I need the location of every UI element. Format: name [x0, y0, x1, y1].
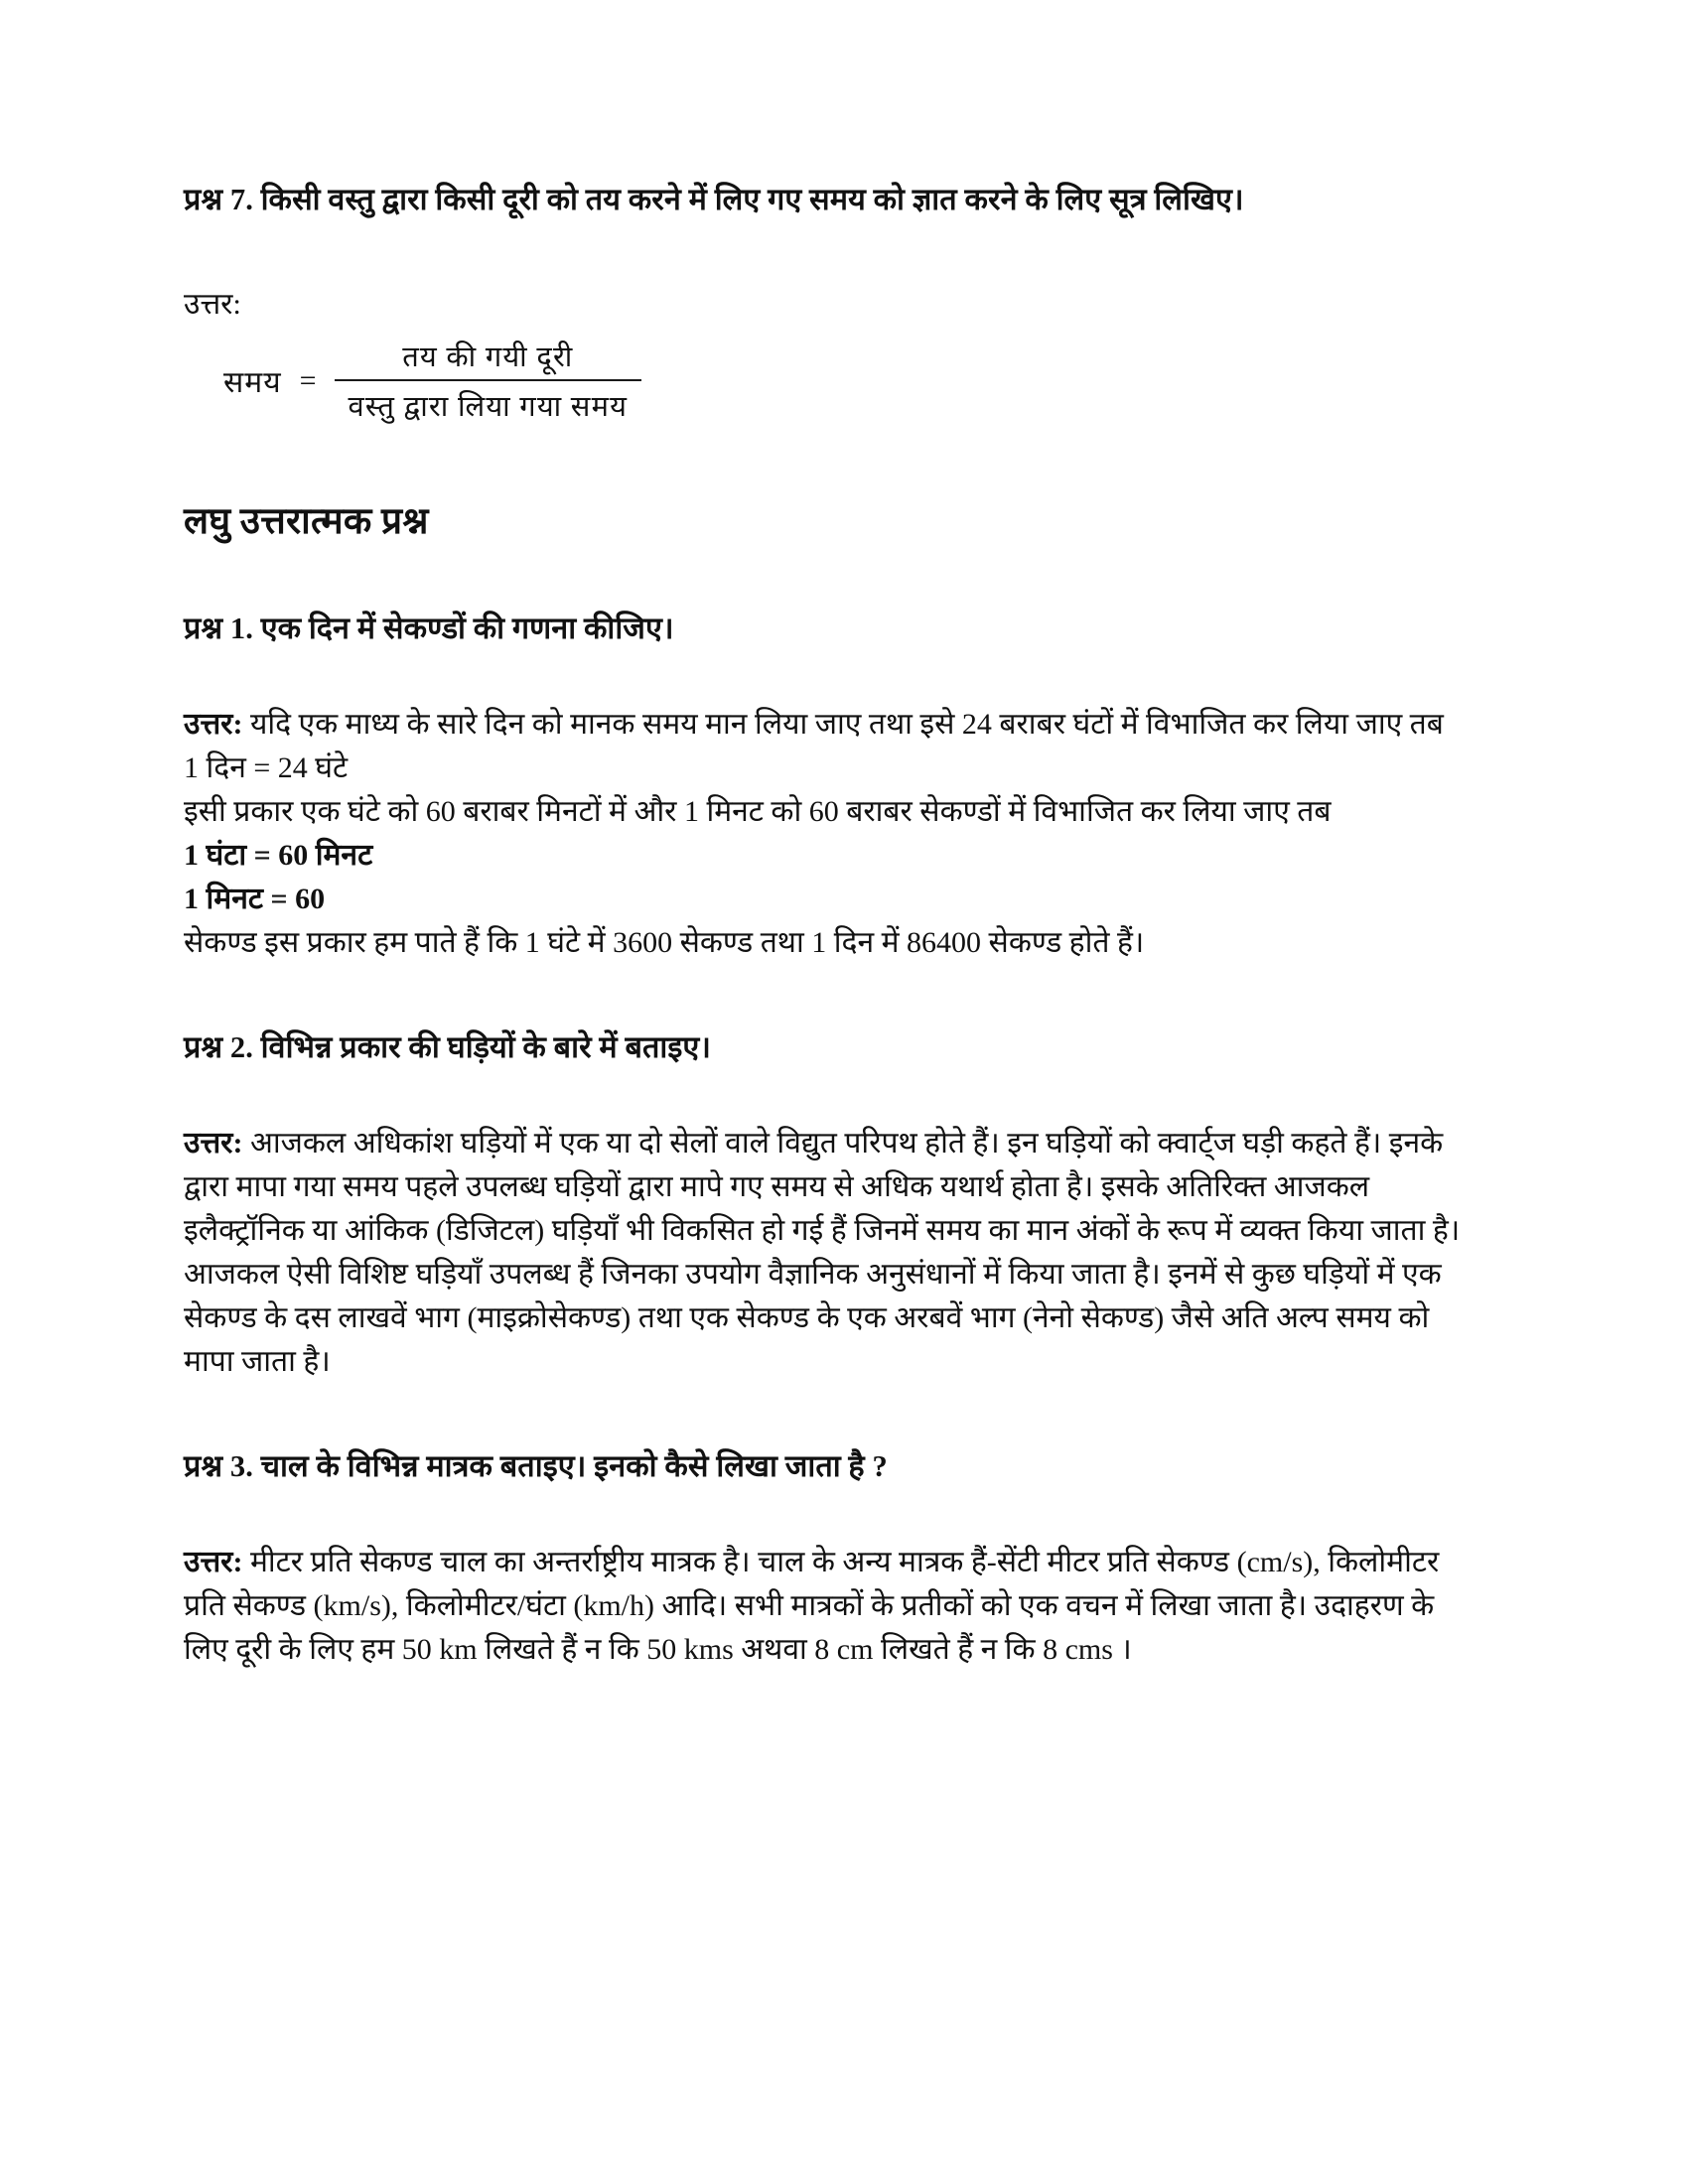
spacer [184, 1489, 1465, 1541]
question-1-hour-equation: 1 घंटा = 60 मिनट [184, 839, 373, 873]
spacer [184, 965, 1465, 1026]
time-formula [223, 337, 1465, 425]
formula-numerator: तय की गयी दूरी [402, 341, 574, 374]
spacer [184, 1384, 1465, 1445]
question-2-heading: प्रश्न 2. विभिन्न प्रकार की घड़ियों के बारे में बताइए। [184, 1030, 712, 1065]
answer-label: उत्तर: [184, 1126, 243, 1160]
spacer [184, 425, 1465, 498]
formula-left-side: समय [223, 366, 282, 400]
question-1-heading: प्रश्न 1. एक दिन में सेकण्डों की गणना कीजिए। [184, 612, 674, 646]
answer-body: आजकल अधिकांश घड़ियों में एक या दो सेलों वाले विद्युत परिपथ होते हैं। इन घड़ियों को क्वार्ट्ज घड़ी कहते हैं। इनके द्वारा मापा गया समय पहले उपलब्ध घड़ियों द्वारा मापे गए समय से अधिक यथार्थ होता है। इसके अतिरिक्त आजकल इलैक्ट्रॉनिक या आंकिक (डिजिटल) घड़ियाँ भी विकसित हो गई हैं जिनमें समय का मान अंकों के रूप में व्यक्त किया जाता है। आजकल ऐसी विशिष्ट घड़ियाँ उपलब्ध हैं जिनका उपयोग वैज्ञानिक अनुसंधानों में किया जाता है। इनमें से कुछ घड़ियों में एक सेकण्ड के दस लाखवें भाग (माइक्रोसेकण्ड) तथा एक सेकण्ड के एक अरबवें भाग (नेनो सेकण्ड) जैसे अति अल्प समय को मापा जाता है। [184, 1126, 1461, 1379]
question-7-heading: प्रश्न 7. किसी वस्तु द्वारा किसी दूरी को तय करने में लिए गए समय को ज्ञात करने के लिए सूत्र लिखिए। [184, 183, 1244, 216]
question-1-minute-equation: 1 मिनट = 60 [184, 883, 326, 916]
question-3-heading: प्रश्न 3. चाल के विभिन्न मात्रक बताइए। इनको कैसे लिखा जाता है ? [184, 1449, 888, 1484]
spacer [184, 546, 1465, 608]
spacer [184, 1070, 1465, 1122]
section-title-short-answer-questions: लघु उत्तरात्मक प्रश्न [184, 501, 429, 543]
question-1-answer-paragraph-1 [184, 703, 1465, 790]
spacer [184, 221, 1465, 283]
formula-equals-sign: = [299, 363, 317, 397]
answer-label: उत्तर: [184, 707, 243, 741]
formula-fraction [335, 337, 642, 425]
formula-denominator: वस्तु द्वारा लिया गया समय [348, 391, 629, 424]
question-7-answer-label: उत्तर: [184, 288, 241, 322]
spacer [184, 651, 1465, 703]
question-2-answer-paragraph [184, 1122, 1465, 1385]
document-content [184, 179, 1465, 1672]
question-1-answer-paragraph-2: इसी प्रकार एक घंटे को 60 बराबर मिनटों में और 1 मिनट को 60 बराबर सेकण्डों में विभाजित कर लिया जाए तब [184, 794, 1332, 828]
answer-body: मीटर प्रति सेकण्ड चाल का अन्तर्राष्ट्रीय मात्रक है। चाल के अन्य मात्रक हैं-सेंटी मीटर प्रति सेकण्ड (cm/s), किलोमीटर प्रति सेकण्ड (km/s), किलोमीटर/घंटा (km/h) आदि। सभी मात्रकों के प्रतीकों को एक वचन में लिखा जाता है। उदाहरण के लिए दूरी के लिए हम 50 km लिखते हैं न कि 50 kms अथवा 8 cm लिखते हैं न कि 8 cms । [184, 1545, 1440, 1666]
answer-body: यदि एक माध्य के सारे दिन को मानक समय मान लिया जाए तथा इसे 24 बराबर घंटों में विभाजित कर लिया जाए तब 1 दिन = 24 घंटे [184, 707, 1444, 784]
question-1-answer-paragraph-3: सेकण्ड इस प्रकार हम पाते हैं कि 1 घंटे में 3600 सेकण्ड तथा 1 दिन में 86400 सेकण्ड होते हैं। [184, 926, 1145, 960]
question-3-answer-paragraph [184, 1541, 1465, 1672]
answer-label: उत्तर: [184, 1545, 243, 1578]
